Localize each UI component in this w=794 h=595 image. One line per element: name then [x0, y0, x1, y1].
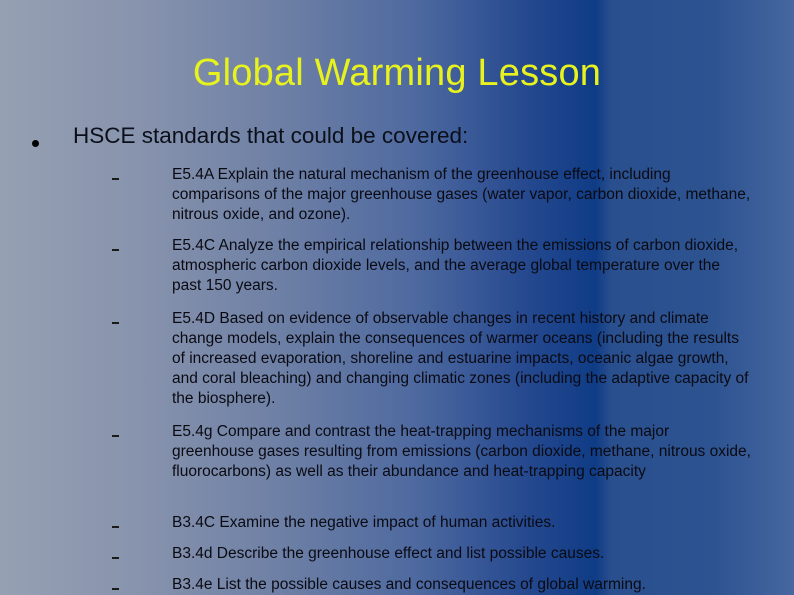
list-item [112, 513, 752, 533]
standard-text: E5.4A Explain the natural mechanism of the greenhouse effect, including comparisons of the major greenhouse gases (water vapor, carbon dioxide, methane, nitrous oxide, and ozone). [172, 166, 751, 223]
standard-text: E5.4g Compare and contrast the heat-trapping mechanisms of the major greenhouse gases resulting from emissions (carbon dioxide, methane, nitrous oxide, fluorocarbons) as well as their abundance and heat-trapping capacity [172, 423, 751, 480]
dash-bullet-icon [112, 557, 119, 559]
dash-bullet-icon [112, 249, 119, 251]
dash-bullet-icon [112, 588, 119, 590]
standard-text: E5.4C Analyze the empirical relationship between the emissions of carbon dioxide, atmospheric carbon dioxide levels, and the average global temperature over the past 150 years. [172, 237, 739, 294]
slide-title: Global Warming Lesson [192, 52, 602, 94]
list-item [112, 165, 752, 225]
dash-bullet-icon [112, 178, 119, 180]
bullet-dot-icon [32, 140, 39, 147]
list-item [112, 544, 752, 564]
dash-bullet-icon [112, 526, 119, 528]
list-item [112, 422, 752, 482]
standard-text: B3.4C Examine the negative impact of human activities. [172, 514, 556, 531]
list-item [112, 575, 752, 595]
heading-bullet [28, 121, 768, 151]
list-item [112, 309, 752, 409]
standards-heading: HSCE standards that could be covered: [73, 123, 469, 148]
dash-bullet-icon [112, 435, 119, 437]
standard-text: B3.4d Describe the greenhouse effect and list possible causes. [172, 545, 605, 562]
standard-text: E5.4D Based on evidence of observable changes in recent history and climate change models, explain the consequences of warmer oceans (including the results of increased evaporation, shoreline and estuarine impacts, oceanic algae growth, and coral bleaching) and changing climatic zones (including the adaptive capacity of the biosphere). [172, 310, 749, 407]
dash-bullet-icon [112, 322, 119, 324]
list-item [112, 236, 752, 296]
standard-text: B3.4e List the possible causes and consequences of global warming. [172, 576, 646, 593]
